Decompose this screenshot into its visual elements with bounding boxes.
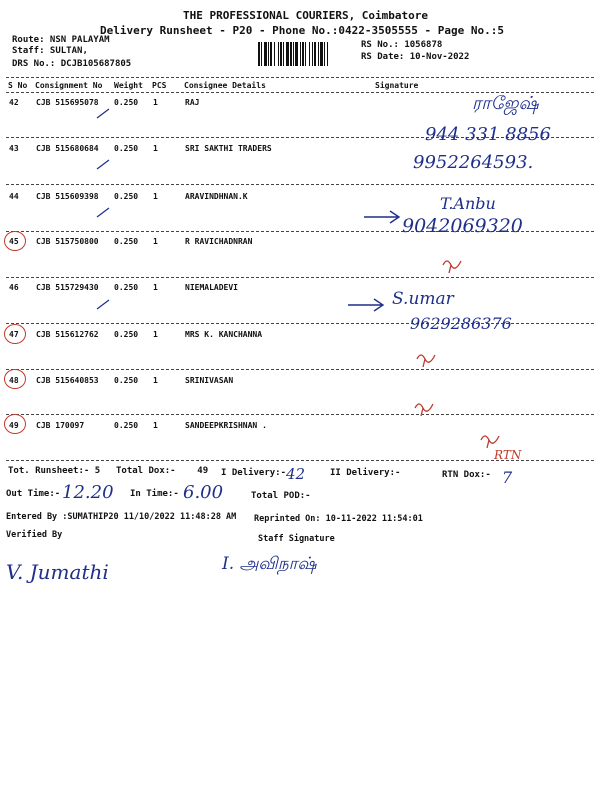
sno-circle-mark [4,231,26,251]
col-consignment: Consignment No [35,81,103,90]
pen-tick-mark [95,106,111,120]
row-weight: 0.250 [114,376,139,385]
barcode [258,42,356,66]
staff-label: Staff: SULTAN, [12,46,88,56]
row-consignee: MRS K. KANCHANNA [185,330,263,339]
barcode-bar [290,42,292,66]
red-checkmark-icon [412,398,436,418]
row-weight: 0.250 [114,144,139,153]
barcode-bar [280,42,282,66]
barcode-bar [293,42,294,66]
row-consignment: CJB 515612762 [36,330,99,339]
barcode-bar [258,42,260,66]
total-pod: Total POD:- [251,491,311,501]
verified-signature: V. Jumathi [6,560,109,584]
out-time-label: Out Time:- [6,489,61,499]
sno-circle-mark [4,324,26,344]
header-top-rule [6,77,594,78]
row-rule [6,184,594,185]
row-consignee: R RAVICHADNRAN [185,237,253,246]
barcode-bar [264,42,267,66]
sno-circle-mark [4,414,26,434]
col-signature: Signature [375,81,419,90]
ii-delivery-label: II Delivery:- [330,468,401,478]
page-subtitle: Delivery Runsheet - P20 - Phone No.:0422-3505555 - Page No.:5 [100,24,504,37]
rtn-note: RTN [494,448,522,462]
row-sno: 45 [9,237,19,246]
out-time-value: 12.20 [62,482,114,503]
row-sno: 44 [9,192,19,201]
row-consignee: SANDEEPKRISHNAN . [185,421,267,430]
barcode-bar [320,42,323,66]
col-pcs: PCS [152,81,167,90]
row-consignment: CJB 515750800 [36,237,99,246]
row-consignee: SRINIVASAN [185,376,234,385]
barcode-bar [318,42,319,66]
tot-runsheet: Tot. Runsheet:- 5 [8,466,101,476]
row-rule [6,277,594,278]
row-weight: 0.250 [114,98,139,107]
handwritten-name: S.umar [392,289,454,309]
barcode-bar [295,42,298,66]
red-checkmark-icon [414,349,438,369]
staff-handwritten-signature: I. அவிநாஷ் [222,554,317,574]
row-consignee: ARAVINDHNAN.K [185,192,248,201]
barcode-bar [286,42,289,66]
row-sno: 43 [9,144,19,153]
col-consignee: Consignee Details [184,81,266,90]
row-weight: 0.250 [114,237,139,246]
handwritten-name: T.Anbu [440,194,496,213]
row-consignee: NIEMALADEVI [185,283,238,292]
row-consignment: CJB 515695078 [36,98,99,107]
rs-date: RS Date: 10-Nov-2022 [361,52,470,62]
row-sno: 42 [9,98,19,107]
row-weight: 0.250 [114,330,139,339]
sno-circle-mark [4,369,26,389]
row-rule [6,369,594,370]
row-sno: 46 [9,283,19,292]
barcode-bar [278,42,279,66]
row-consignment: CJB 515640853 [36,376,99,385]
row-weight: 0.250 [114,192,139,201]
pen-tick-mark [95,157,111,171]
row-pcs: 1 [153,421,158,430]
row-sno: 48 [9,376,19,385]
barcode-bar [274,42,275,66]
verified-by: Verified By [6,530,63,540]
arrow-icon [362,208,402,226]
barcode-bar [327,42,328,66]
in-time-value: 6.00 [183,482,224,503]
drs-number: DRS No.: DCJB105687805 [12,59,132,69]
row-consignment: CJB 515680684 [36,144,99,153]
row-pcs: 1 [153,98,158,107]
barcode-bar [268,42,269,66]
handwritten-phone: 9629286376 [410,314,512,333]
arrow-icon [346,296,386,314]
row-weight: 0.250 [114,421,139,430]
barcode-bar [324,42,325,66]
row-weight: 0.250 [114,283,139,292]
row-pcs: 1 [153,192,158,201]
row-pcs: 1 [153,330,158,339]
col-sno: S No [8,81,28,90]
pen-tick-mark [95,297,111,311]
handwritten-phone: 9042069320 [402,215,523,237]
i-delivery-value: 42 [286,465,306,483]
rs-number: RS No.: 1056878 [361,40,443,50]
total-dox: Total Dox:- 49 [116,466,209,476]
row-pcs: 1 [153,283,158,292]
handwritten-signature: ராஜேஷ் [472,93,539,114]
route-label: Route: NSN PALAYAM [12,35,110,45]
barcode-bar [312,42,313,66]
barcode-bar [300,42,301,66]
row-consignment: CJB 515609398 [36,192,99,201]
red-checkmark-icon [440,255,464,275]
red-checkmark-icon [478,430,502,450]
barcode-bar [283,42,284,66]
barcode-bar [309,42,310,66]
row-consignment: CJB 515729430 [36,283,99,292]
row-pcs: 1 [153,144,158,153]
row-pcs: 1 [153,376,158,385]
barcode-bar [261,42,262,66]
row-consignee: SRI SAKTHI TRADERS [185,144,272,153]
in-time-label: In Time:- [130,489,179,499]
rtn-dox-label: RTN Dox:- [442,470,491,480]
barcode-bar [314,42,316,66]
row-consignment: CJB 170097 [36,421,85,430]
barcode-bar [305,42,306,66]
row-rule [6,414,594,415]
entered-by: Entered By :SUMATHIP20 11/10/2022 11:48:28 AM [6,512,237,522]
row-consignee: RAJ [185,98,200,107]
col-weight: Weight [114,81,143,90]
rtn-dox-value: 7 [502,468,513,487]
staff-signature-label: Staff Signature [258,534,335,544]
pen-tick-mark [95,205,111,219]
handwritten-phone: 9952264593. [413,152,534,173]
row-sno: 49 [9,421,19,430]
handwritten-phone: 944 331 8856 [425,124,551,145]
i-delivery-label: I Delivery:- [221,468,287,478]
barcode-bar [302,42,304,66]
row-sno: 47 [9,330,19,339]
reprinted-on: Reprinted On: 10-11-2022 11:54:01 [254,514,423,524]
row-pcs: 1 [153,237,158,246]
barcode-bar [270,42,272,66]
page-title: THE PROFESSIONAL COURIERS, Coimbatore [183,9,429,22]
